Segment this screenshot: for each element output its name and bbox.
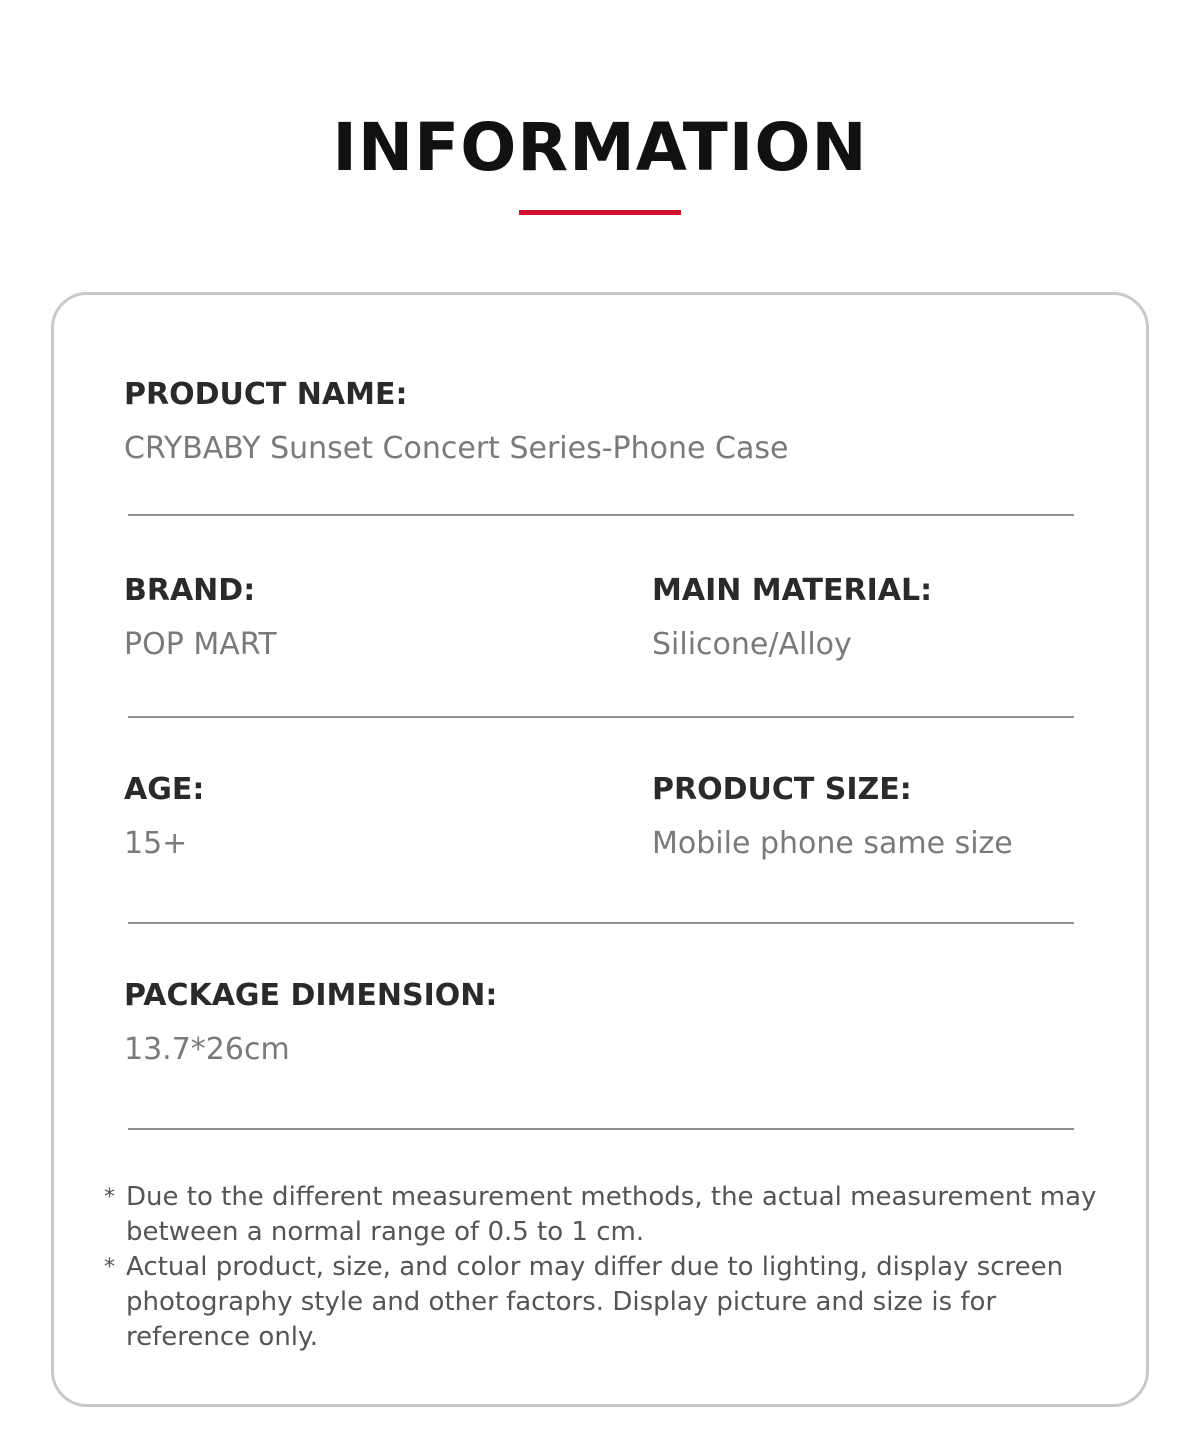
product-name-value: CRYBABY Sunset Concert Series-Phone Case <box>124 431 789 466</box>
age-value: 15+ <box>124 826 188 861</box>
note-text: Due to the different measurement methods, the actual measurement may between a normal range of 0.5 to 1 cm. <box>126 1182 1097 1247</box>
brand-label: BRAND: <box>124 573 256 608</box>
info-card <box>51 292 1149 1407</box>
brand-value: POP MART <box>124 627 277 662</box>
divider <box>128 1128 1074 1130</box>
product-name-label: PRODUCT NAME: <box>124 377 408 412</box>
title-underline <box>519 210 681 215</box>
product-size-field <box>652 770 1013 864</box>
package-dimension-field <box>124 976 497 1070</box>
age-field <box>124 770 204 864</box>
package-dimension-value: 13.7*26cm <box>124 1032 290 1067</box>
page-title: INFORMATION <box>332 109 868 186</box>
product-name-field <box>124 375 788 469</box>
product-size-value: Mobile phone same size <box>652 826 1013 861</box>
divider <box>128 514 1074 516</box>
main-material-value: Silicone/Alloy <box>652 627 852 662</box>
divider <box>128 716 1074 718</box>
disclaimer-notes <box>104 1180 1104 1355</box>
disclaimer-note <box>104 1250 1104 1355</box>
main-material-label: MAIN MATERIAL: <box>652 573 933 608</box>
brand-field <box>124 571 277 665</box>
package-dimension-label: PACKAGE DIMENSION: <box>124 978 498 1013</box>
age-label: AGE: <box>124 772 205 807</box>
asterisk-marker: * <box>104 1255 115 1280</box>
disclaimer-note <box>104 1180 1104 1250</box>
product-size-label: PRODUCT SIZE: <box>652 772 912 807</box>
note-text: Actual product, size, and color may differ due to lighting, display screen photography style and other factors. Display picture and size is for reference only. <box>126 1252 1064 1352</box>
main-material-field <box>652 571 932 665</box>
asterisk-marker: * <box>104 1185 115 1210</box>
divider <box>128 922 1074 924</box>
